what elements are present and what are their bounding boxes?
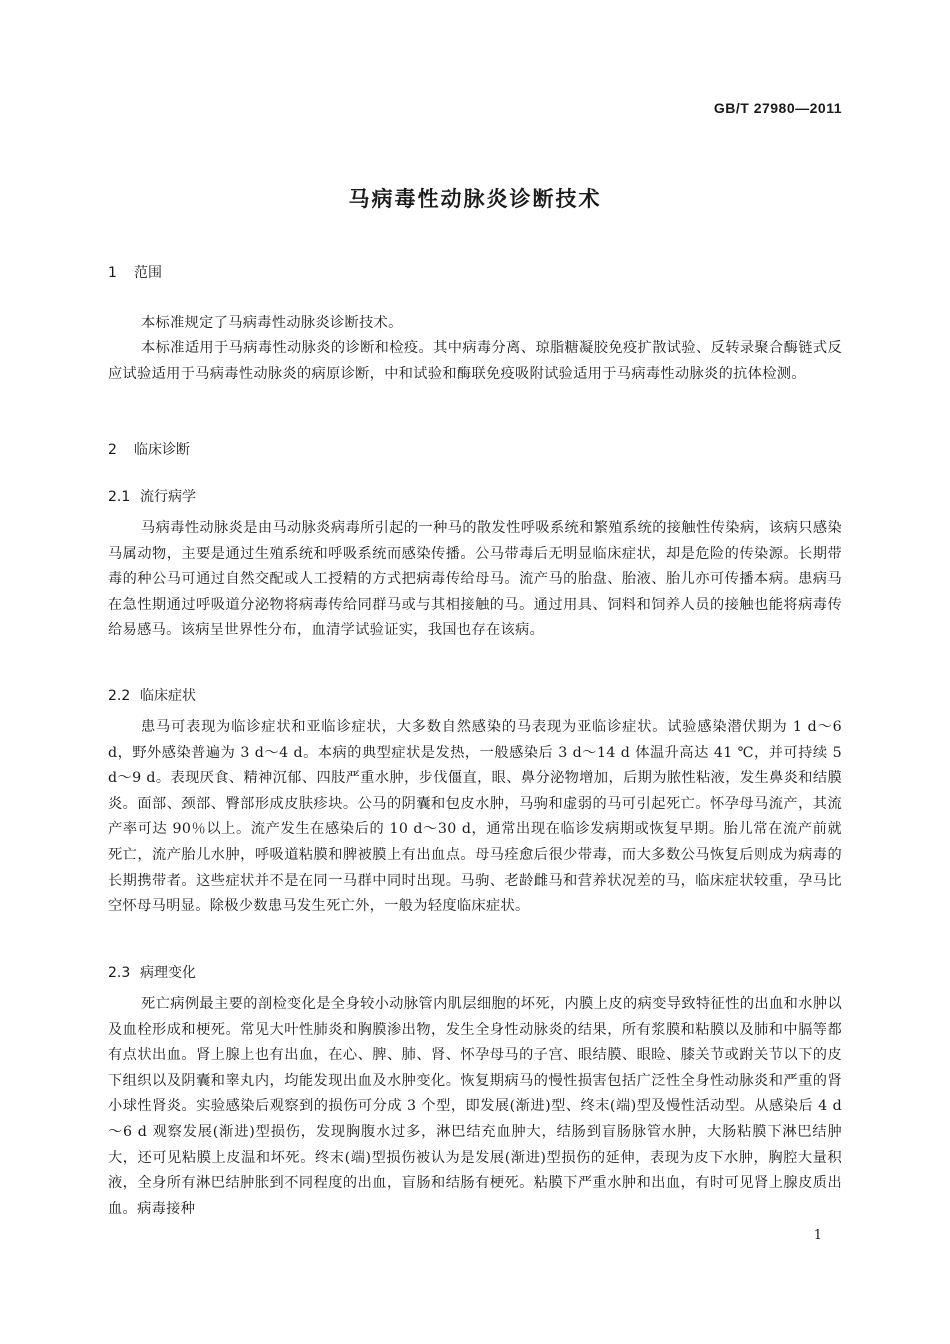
paragraph: 死亡病例最主要的剖检变化是全身较小动脉管内肌层细胞的坏死，内膜上皮的病变导致特征性的出血和水肿以及血栓形成和梗死。常见大叶性肺炎和胸膜渗出物，发生全身性动脉炎的结果，所有浆膜和粘膜以及肺和中膈等都有点状出血。肾上腺上也有出血，在心、脾、肺、肾、怀孕母马的子宫、眼结膜、眼睑、膝关节或跗关节以下的皮下组织以及阴囊和睾丸内，均能发现出血及水肿变化。恢复期病马的慢性损害包括广泛性全身性动脉炎和严重的肾小球性肾炎。实验感染后观察到的损伤可分成 3 个型，即发展(渐进)型、终末(端)型及慢性活动型。从感染后 4 d～6 d 观察发展(渐进)型损伤，发现胸腹水过多，淋巴结充血肿大，结肠到盲肠脉管水肿，大肠粘膜下淋巴结肿大，还可见粘膜上皮温和坏死。终末(端)型损伤被认为是发展(渐进)型损伤的延伸，表现为皮下水肿，胸腔大量积液，全身所有淋巴结肿胀到不同程度的出血，盲肠和结肠有梗死。粘膜下严重水肿和出血，有时可见肾上腺皮质出血。病毒接种 xyxy=(108,996,842,1217)
subsection-heading-2-1 xyxy=(108,486,196,506)
section-heading-1 xyxy=(108,262,162,282)
paragraph: 本标准规定了马病毒性动脉炎诊断技术。 xyxy=(141,315,403,331)
section-heading-2 xyxy=(108,439,190,459)
subsection-heading-2-3 xyxy=(108,962,196,982)
section-number: 2 xyxy=(108,442,117,458)
subsection-title: 临床症状 xyxy=(140,688,196,704)
subsection-number: 2.2 xyxy=(108,688,131,704)
section-title: 范围 xyxy=(134,265,162,281)
page-number: 1 xyxy=(813,1228,822,1243)
paragraph: 本标准适用于马病毒性动脉炎的诊断和检疫。其中病毒分离、琼脂糖凝胶免疫扩散试验、反转录聚合酶链式反应试验适用于马病毒性动脉炎的病原诊断，中和试验和酶联免疫吸附试验适用于马病毒性动脉炎的抗体检测。 xyxy=(108,340,842,382)
paragraph: 马病毒性动脉炎是由马动脉炎病毒所引起的一种马的散发性呼吸系统和繁殖系统的接触性传染病，该病只感染马属动物，主要是通过生殖系统和呼吸系统而感染传播。公马带毒后无明显临床症状，却是危险的传染源。长期带毒的种公马可通过自然交配或人工授精的方式把病毒传给母马。流产马的胎盘、胎液、胎儿亦可传播本病。患病马在急性期通过呼吸道分泌物将病毒传给同群马或与其相接触的马。通过用具、饲料和饲养人员的接触也能将病毒传给易感马。该病呈世界性分布，血清学试验证实，我国也存在该病。 xyxy=(108,520,842,639)
section-number: 1 xyxy=(108,265,117,281)
subsection-title: 病理变化 xyxy=(140,965,196,981)
document-title: 马病毒性动脉炎诊断技术 xyxy=(348,187,602,211)
subsection-number: 2.1 xyxy=(108,489,131,505)
subsection-title: 流行病学 xyxy=(140,489,196,505)
section-title: 临床诊断 xyxy=(134,442,190,458)
standard-number: GB/T 27980—2011 xyxy=(713,100,842,116)
subsection-heading-2-2 xyxy=(108,685,196,705)
paragraph: 患马可表现为临诊症状和亚临诊症状，大多数自然感染的马表现为亚临诊症状。试验感染潜伏期为 1 d～6 d，野外感染普遍为 3 d～4 d。本病的典型症状是发热，一般感染后 3 d～14 d 体温升高达 41 ℃，并可持续 5 d～9 d。表现厌食、精神沉郁、四肢严重水肿，步伐僵直，眼、鼻分泌物增加，后期为脓性粘液，发生鼻炎和结膜炎。面部、颈部、臀部形成皮肤疹块。公马的阴囊和包皮水肿，马驹和虚弱的马可引起死亡。怀孕母马流产，其流产率可达 90％以上。流产发生在感染后的 10 d～30 d，通常出现在临诊发病期或恢复早期。胎儿常在流产前就死亡，流产胎儿水肿，呼吸道粘膜和脾被膜上有出血点。母马痊愈后很少带毒，而大多数公马恢复后则成为病毒的长期携带者。这些症状并不是在同一马群中同时出现。马驹、老龄雌马和营养状况差的马，临床症状较重，孕马比空怀母马明显。除极少数患马发生死亡外，一般为轻度临床症状。 xyxy=(108,719,842,915)
subsection-number: 2.3 xyxy=(108,965,131,981)
